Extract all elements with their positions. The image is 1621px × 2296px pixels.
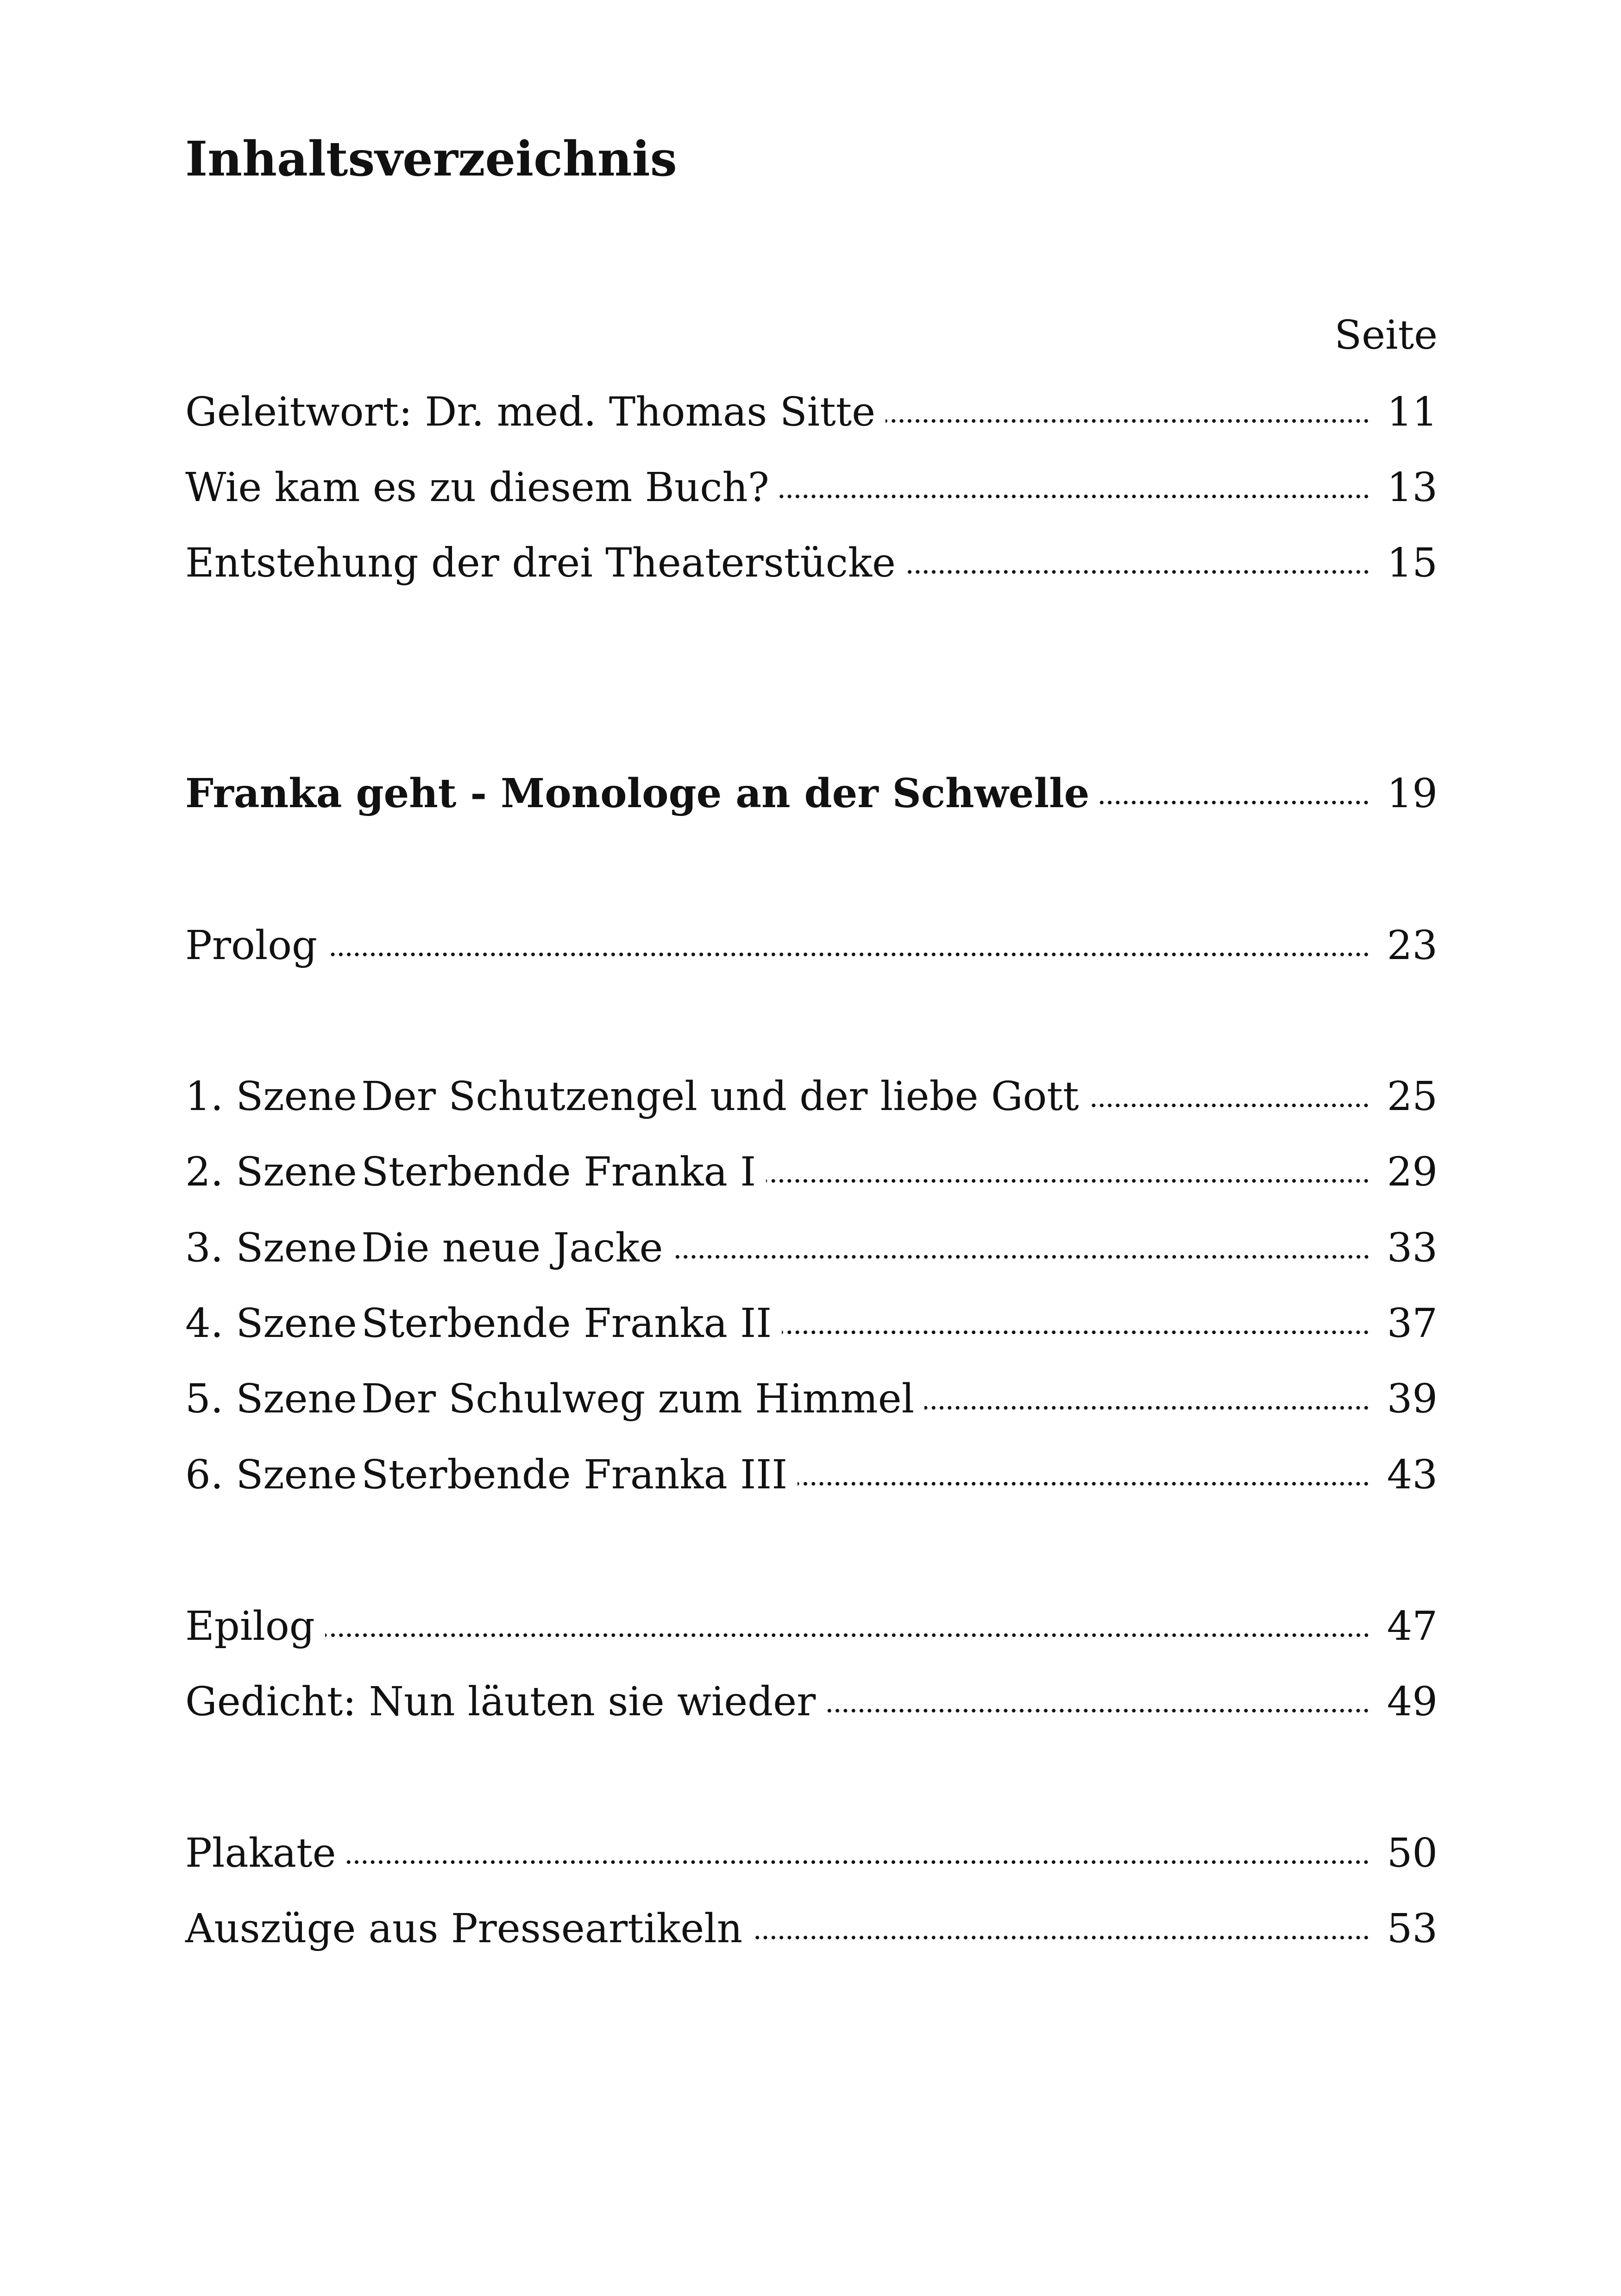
dot-leader: [779, 494, 1370, 499]
toc-entry-posters[interactable]: [185, 1828, 1438, 1879]
scene-title: Sterbende Franka III: [361, 1452, 788, 1498]
dot-leader: [673, 1255, 1370, 1259]
toc-entry[interactable]: [185, 387, 1438, 438]
toc-entry-scene[interactable]: [185, 1449, 1438, 1500]
scene-number: 4. Szene: [185, 1300, 357, 1347]
dot-leader: [1100, 800, 1370, 805]
toc-page-number: 53: [1387, 1906, 1438, 1952]
toc-entry-prolog[interactable]: [185, 920, 1438, 971]
dot-leader: [753, 1935, 1370, 1940]
toc-entry-label: Franka geht - Monologe an der Schwelle: [185, 770, 1090, 817]
toc-page-number: 50: [1387, 1830, 1438, 1876]
toc-entry[interactable]: [185, 538, 1438, 589]
scene-title: Die neue Jacke: [361, 1225, 663, 1271]
toc-entry-label: Auszüge aus Presseartikeln: [185, 1906, 743, 1952]
scene-number: 5. Szene: [185, 1376, 357, 1422]
dot-leader: [1089, 1103, 1370, 1108]
toc-entry-label: Geleitwort: Dr. med. Thomas Sitte: [185, 389, 876, 435]
toc-page-number: 15: [1387, 540, 1438, 586]
scene-number: 1. Szene: [185, 1073, 357, 1120]
toc-page-number: 47: [1387, 1603, 1438, 1650]
toc-entry-scene[interactable]: [185, 1374, 1438, 1424]
toc-entry-label: Entstehung der drei Theaterstücke: [185, 540, 896, 586]
toc-entry-play-title[interactable]: [185, 768, 1438, 819]
toc-page-number: 39: [1387, 1376, 1438, 1422]
scene-title: Der Schutzengel und der liebe Gott: [361, 1073, 1079, 1120]
toc-entry-scene[interactable]: [185, 1298, 1438, 1349]
toc-entry-label: Wie kam es zu diesem Buch?: [185, 464, 769, 511]
toc-entry[interactable]: [185, 462, 1438, 513]
dot-leader: [325, 1633, 1370, 1637]
toc-entry-poem[interactable]: [185, 1676, 1438, 1727]
dot-leader: [346, 1860, 1370, 1864]
dot-leader: [782, 1330, 1370, 1335]
toc-entry-label: Plakate: [185, 1830, 336, 1876]
toc-entry-label: Epilog: [185, 1603, 315, 1650]
scene-title: Sterbende Franka II: [361, 1300, 772, 1347]
dot-leader: [766, 1179, 1370, 1183]
toc-page-number: 11: [1387, 389, 1438, 435]
scene-number: 3. Szene: [185, 1225, 357, 1271]
dot-leader: [924, 1405, 1370, 1410]
toc-page-number: 37: [1387, 1300, 1438, 1347]
page-title: Inhaltsverzeichnis: [185, 131, 677, 187]
toc-page-number: 25: [1387, 1073, 1438, 1120]
dot-leader: [886, 419, 1370, 423]
toc-page-number: 13: [1387, 464, 1438, 511]
scene-title: Sterbende Franka I: [361, 1149, 756, 1195]
dot-leader: [327, 952, 1370, 957]
toc-page-number: 23: [1387, 922, 1438, 969]
toc-page-number: 33: [1387, 1225, 1438, 1271]
toc-page-number: 19: [1387, 771, 1438, 817]
toc-entry-scene[interactable]: [185, 1147, 1438, 1198]
toc-page-number: 49: [1387, 1679, 1438, 1725]
toc-page-number: 43: [1387, 1452, 1438, 1498]
toc-entry-epilog[interactable]: [185, 1601, 1438, 1652]
toc-entry-scene[interactable]: [185, 1223, 1438, 1273]
toc-entry-press[interactable]: [185, 1903, 1438, 1954]
toc-entry-label: Prolog: [185, 922, 318, 969]
dot-leader: [798, 1481, 1370, 1486]
dot-leader: [906, 570, 1370, 574]
scene-title: Der Schulweg zum Himmel: [361, 1376, 915, 1422]
dot-leader: [826, 1708, 1370, 1713]
toc-entry-scene[interactable]: [185, 1071, 1438, 1122]
toc-page-number: 29: [1387, 1149, 1438, 1195]
scene-number: 6. Szene: [185, 1452, 357, 1498]
scene-number: 2. Szene: [185, 1149, 357, 1195]
page-column-header: Seite: [1334, 312, 1438, 358]
toc-entry-label: Gedicht: Nun läuten sie wieder: [185, 1679, 816, 1725]
